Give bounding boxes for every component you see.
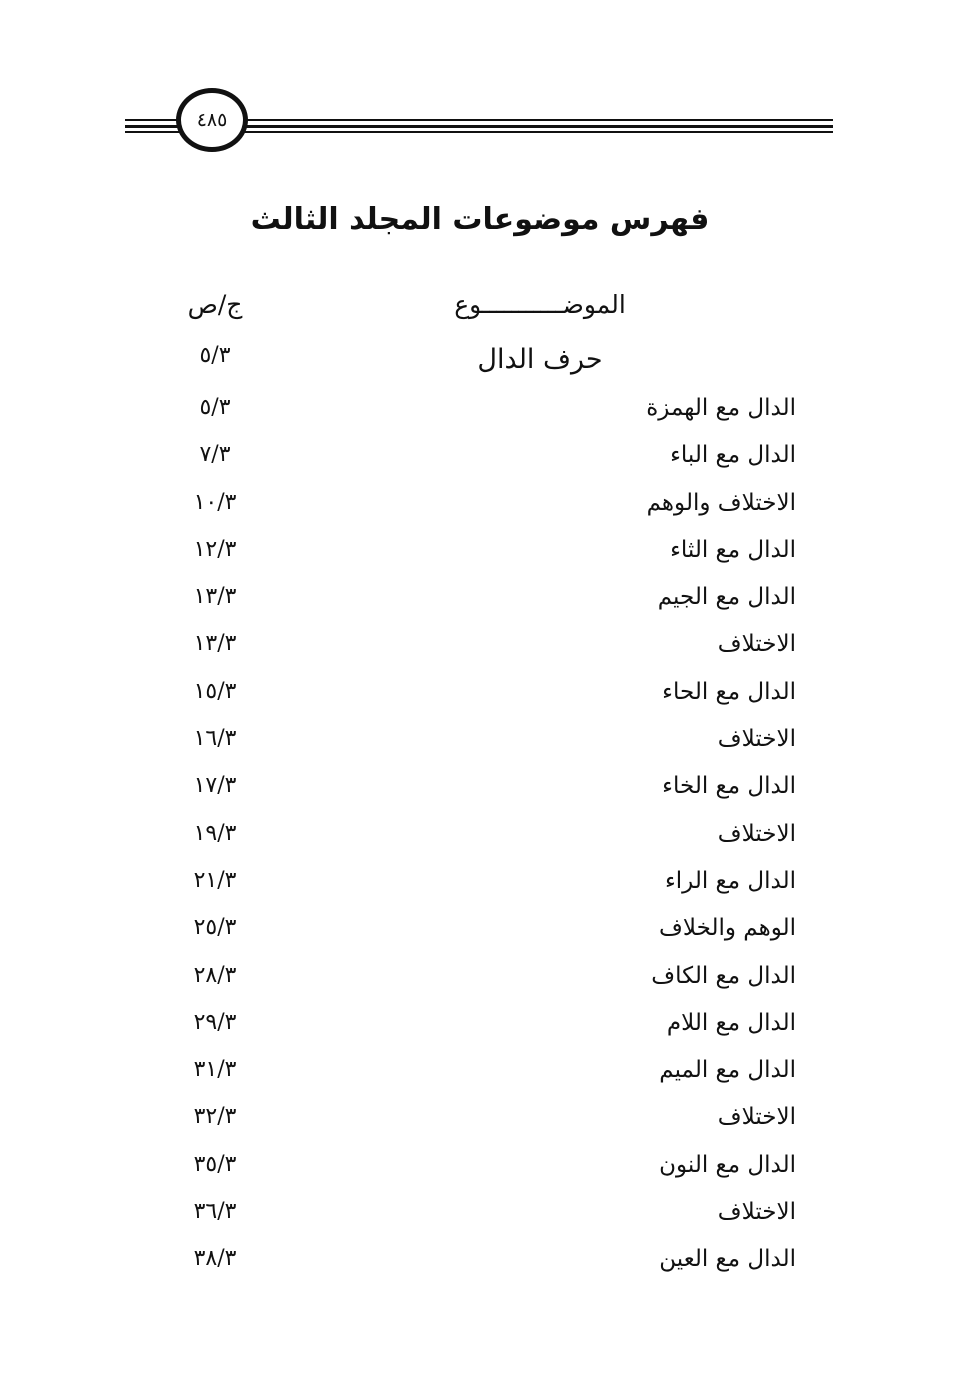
index-entry — [0, 1104, 953, 1151]
entry-subject: الدال مع اللام — [666, 1009, 796, 1036]
entry-subject: الدال مع الثاء — [670, 536, 796, 563]
entry-subject: الدال مع الكاف — [651, 962, 796, 989]
index-entry — [0, 915, 953, 962]
entry-ref: ١٣/٣ — [193, 584, 237, 610]
index-entry — [0, 584, 953, 631]
entry-ref: ٣٦/٣ — [193, 1199, 237, 1225]
entry-ref: ١٥/٣ — [193, 678, 237, 704]
index-entries-list — [0, 395, 953, 1294]
entry-subject: الاختلاف — [717, 1104, 796, 1131]
entry-subject: الدال مع النون — [659, 1151, 796, 1178]
section-ref: ٥/٣ — [199, 343, 231, 368]
index-entry — [0, 537, 953, 584]
entry-ref: ١٣/٣ — [193, 631, 237, 657]
index-entry — [0, 868, 953, 915]
index-entry — [0, 679, 953, 726]
entry-subject: الاختلاف — [717, 1199, 796, 1226]
entry-subject: الدال مع الميم — [659, 1057, 796, 1084]
page-title: فهرس موضوعات المجلد الثالث — [250, 202, 710, 237]
entry-subject: الدال مع العين — [659, 1246, 796, 1273]
entry-ref: ١٧/٣ — [193, 773, 237, 799]
page-number-badge — [176, 88, 248, 152]
entry-ref: ٢٥/٣ — [193, 915, 237, 941]
entry-ref: ١٩/٣ — [193, 820, 237, 846]
entry-subject: الاختلاف — [717, 631, 796, 658]
index-entry — [0, 821, 953, 868]
index-entry — [0, 1057, 953, 1104]
entry-ref: ٣١/٣ — [193, 1057, 237, 1083]
entry-subject: الدال مع الهمزة — [646, 395, 796, 421]
index-entry — [0, 773, 953, 820]
entry-ref: ١٠/٣ — [193, 489, 237, 515]
section-heading: حرف الدال — [477, 344, 603, 375]
entry-ref: ٣٥/٣ — [193, 1151, 237, 1177]
column-header-subject: الموضـــــــــــوع — [454, 290, 626, 319]
entry-subject: الاختلاف — [717, 726, 796, 753]
entry-subject: الاختلاف — [717, 820, 796, 847]
entry-subject: الدال مع الخاء — [662, 773, 796, 800]
entry-ref: ٢١/٣ — [193, 867, 237, 893]
entry-ref: ٢٩/٣ — [193, 1009, 237, 1035]
index-entry — [0, 1152, 953, 1199]
entry-subject: الاختلاف والوهم — [646, 489, 796, 516]
entry-ref: ٢٨/٣ — [193, 962, 237, 988]
column-header-ref: ج/ص — [187, 290, 243, 319]
index-entry — [0, 442, 953, 489]
page-number: ٤٨٥ — [196, 109, 228, 131]
entry-subject: الدال مع الجيم — [657, 584, 796, 611]
index-entry — [0, 490, 953, 537]
entry-ref: ٣٨/٣ — [193, 1246, 237, 1272]
index-entry — [0, 1010, 953, 1057]
entry-ref: ٣٢/٣ — [193, 1104, 237, 1130]
entry-subject: الدال مع الباء — [670, 442, 796, 469]
index-entry — [0, 395, 953, 442]
entry-ref: ١٦/٣ — [193, 726, 237, 752]
index-entry — [0, 963, 953, 1010]
entry-subject: الدال مع الراء — [664, 867, 796, 894]
index-entry — [0, 726, 953, 773]
entry-ref: ٥/٣ — [199, 395, 231, 420]
entry-ref: ١٢/٣ — [193, 536, 237, 562]
entry-subject: الدال مع الحاء — [662, 678, 796, 705]
index-entry — [0, 1199, 953, 1246]
index-entry — [0, 631, 953, 678]
entry-subject: الوهم والخلاف — [659, 915, 796, 942]
entry-ref: ٧/٣ — [199, 442, 231, 468]
index-entry — [0, 1246, 953, 1293]
